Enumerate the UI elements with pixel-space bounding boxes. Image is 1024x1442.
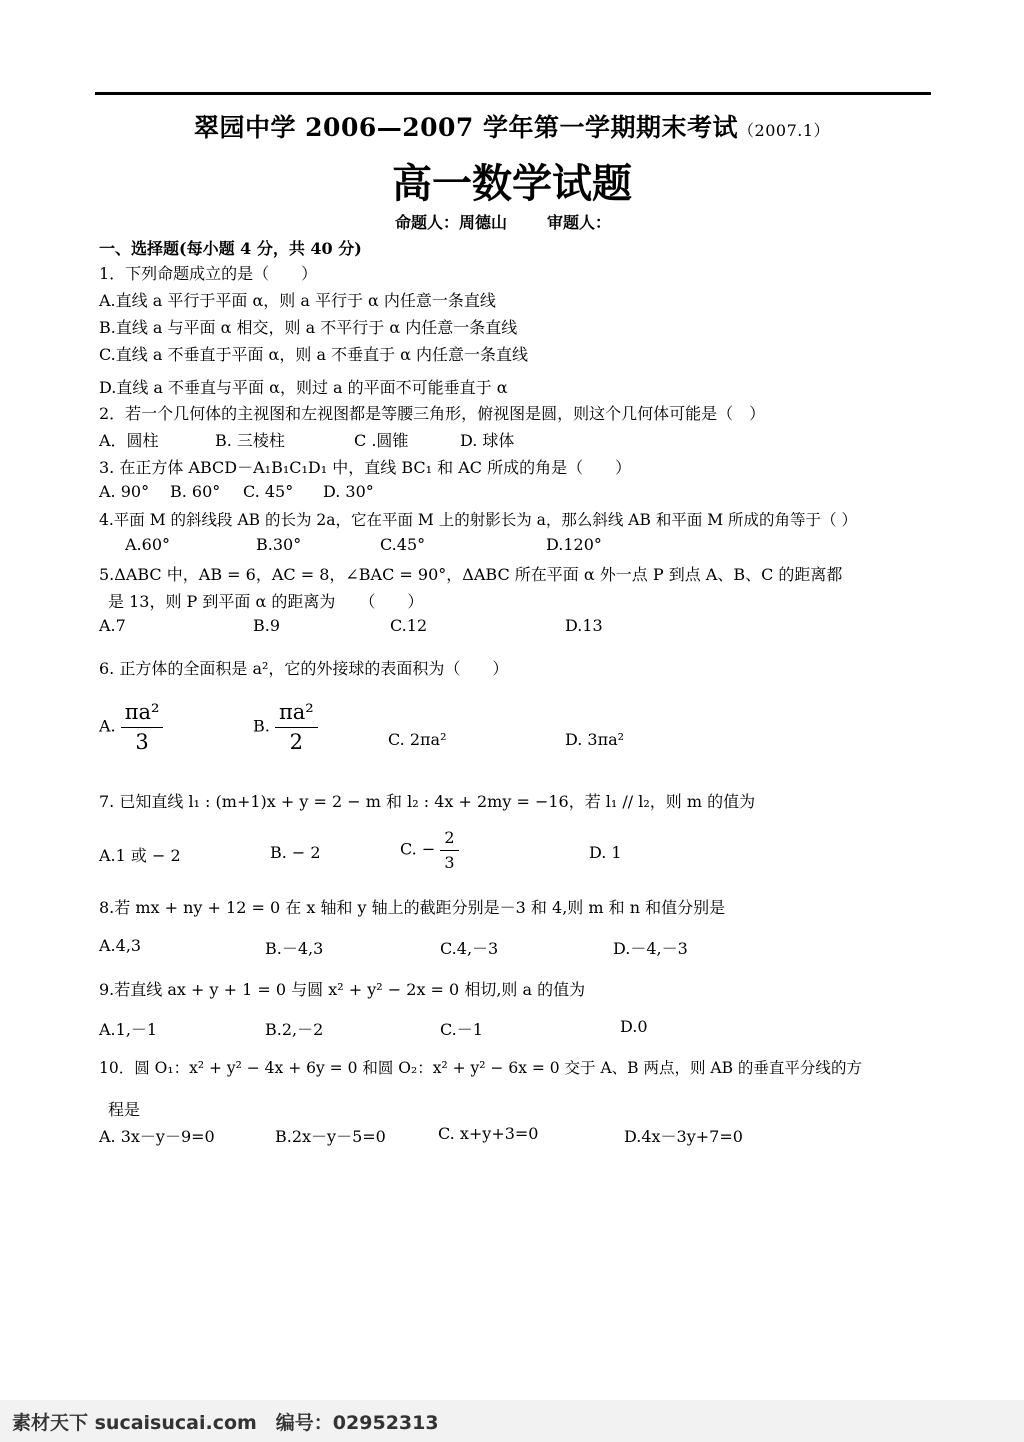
- q8-option-d: D.－4,－3: [613, 939, 688, 958]
- q6-option-a: [99, 700, 163, 754]
- q8-stem: 8.若 mx + ny + 12 = 0 在 x 轴和 y 轴上的截距分别是－3 和 4,则 m 和 n 和值分别是: [99, 898, 726, 917]
- q4-option-c: C.45°: [380, 535, 426, 554]
- q4-option-d: D.120°: [546, 535, 602, 554]
- q3-option-a: A. 90°: [99, 482, 150, 501]
- q7-c-num: 2: [440, 828, 458, 851]
- q10-stem: 10．圆 O₁：x² + y² − 4x + 6y = 0 和圆 O₂：x² + y² − 6x = 0 交于 A、B 两点，则 AB 的垂直平分线的方: [99, 1059, 862, 1077]
- q7-option-b: B. − 2: [270, 843, 321, 862]
- q10-option-b: B.2x－y－5=0: [275, 1127, 386, 1146]
- q8-option-a: A.4,3: [99, 936, 142, 955]
- q10-option-c: C. x+y+3=0: [438, 1124, 539, 1143]
- q6-stem: 6. 正方体的全面积是 a²，它的外接球的表面积为（ ）: [99, 659, 509, 678]
- q7-option-a: A.1 或 − 2: [99, 846, 181, 865]
- q10-stem-cont: 程是: [108, 1100, 141, 1119]
- q1-option-b: B.直线 a 与平面 α 相交，则 a 不平行于 α 内任意一条直线: [99, 318, 518, 337]
- q4-option-b: B.30°: [256, 535, 302, 554]
- q9-option-b: B.2,－2: [265, 1020, 324, 1039]
- q2-stem: 2．若一个几何体的主视图和左视图都是等腰三角形，俯视图是圆，则这个几何体可能是（ ）: [99, 404, 766, 423]
- exam-title: [0, 108, 1024, 144]
- q10-option-d: D.4x－3y+7=0: [624, 1127, 743, 1146]
- watermark-text: 素材天下 sucaisucai.com 编号：02952313: [12, 1412, 439, 1434]
- q7-option-c: [400, 828, 459, 872]
- q5-option-d: D.13: [565, 616, 603, 635]
- q1-option-a: A.直线 a 平行于平面 α，则 a 平行于 α 内任意一条直线: [99, 291, 496, 310]
- q7-c-den: 3: [444, 853, 455, 872]
- q6-a-fraction: [121, 700, 164, 754]
- q3-option-b: B. 60°: [170, 482, 221, 501]
- authors: [395, 210, 651, 233]
- q9-option-d: D.0: [620, 1017, 648, 1036]
- q5-stem: 5.ΔABC 中，AB = 6，AC = 8，∠BAC = 90°，ΔABC 所在平面 α 外一点 P 到点 A、B、C 的距离都: [99, 565, 843, 584]
- q1-option-d: D.直线 a 不垂直与平面 α，则过 a 的平面不可能垂直于 α: [99, 378, 508, 397]
- q5-option-c: C.12: [390, 616, 428, 635]
- exam-subtitle: 高一数学试题: [392, 161, 632, 207]
- q6-b-num: πa²: [275, 700, 318, 728]
- q6-b-fraction: [275, 700, 318, 754]
- q2-option-d: D. 球体: [460, 431, 515, 450]
- section-heading: 一、选择题(每小题 4 分，共 40 分): [99, 239, 362, 258]
- q2-option-a: A．圆柱: [99, 431, 159, 450]
- q10-option-a: A. 3x－y－9=0: [99, 1127, 215, 1146]
- q6-option-d: D. 3πa²: [565, 730, 625, 749]
- q7-c-label: C. −: [400, 839, 436, 859]
- reviewer: 审题人：: [547, 213, 612, 232]
- q2-option-b: B. 三棱柱: [215, 431, 285, 450]
- q5-option-b: B.9: [253, 616, 281, 635]
- q6-option-c: C. 2πa²: [388, 730, 447, 749]
- top-rule: [95, 92, 931, 95]
- q9-option-a: A.1,－1: [99, 1020, 158, 1039]
- q1-option-c: C.直线 a 不垂直于平面 α，则 a 不垂直于 α 内任意一条直线: [99, 345, 529, 364]
- setter: 命题人：周德山: [395, 213, 508, 232]
- q8-option-c: C.4,－3: [440, 939, 499, 958]
- q8-option-b: B.－4,3: [265, 939, 324, 958]
- title-text: 翠园中学 2006—2007 学年第一学期期末考试: [193, 113, 739, 142]
- q6-b-label: B.: [253, 716, 270, 736]
- q7-option-d: D. 1: [589, 843, 622, 862]
- q4-stem: 4.平面 M 的斜线段 AB 的长为 2a，它在平面 M 上的射影长为 a，那么斜线 AB 和平面 M 所成的角等于（ ）: [99, 511, 857, 529]
- q5-option-a: A.7: [99, 616, 126, 635]
- q2-option-c: C .圆锥: [354, 431, 409, 450]
- q3-option-c: C. 45°: [243, 482, 294, 501]
- q3-option-d: D. 30°: [323, 482, 374, 501]
- q6-a-num: πa²: [121, 700, 164, 728]
- q3-stem: 3. 在正方体 ABCD－A₁B₁C₁D₁ 中，直线 BC₁ 和 AC 所成的角是（ ）: [99, 458, 632, 477]
- exam-date: （2007.1）: [738, 121, 831, 140]
- q6-a-label: A.: [99, 716, 116, 736]
- q9-stem: 9.若直线 ax + y + 1 = 0 与圆 x² + y² − 2x = 0 相切,则 a 的值为: [99, 980, 586, 999]
- q4-option-a: A.60°: [125, 535, 170, 554]
- q7-c-fraction: [440, 828, 458, 872]
- q5-stem-cont: 是 13，则 P 到平面 α 的距离为 （ ）: [108, 592, 424, 611]
- q6-b-den: 2: [289, 730, 303, 754]
- q9-option-c: C.－1: [440, 1020, 483, 1039]
- q7-stem: 7. 已知直线 l₁ : (m+1)x + y = 2 − m 和 l₂ : 4x + 2my = −16，若 l₁ // l₂，则 m 的值为: [99, 792, 756, 811]
- q6-option-b: [253, 700, 318, 754]
- q1-stem: 1．下列命题成立的是（ ）: [99, 264, 318, 283]
- q6-a-den: 3: [135, 730, 149, 754]
